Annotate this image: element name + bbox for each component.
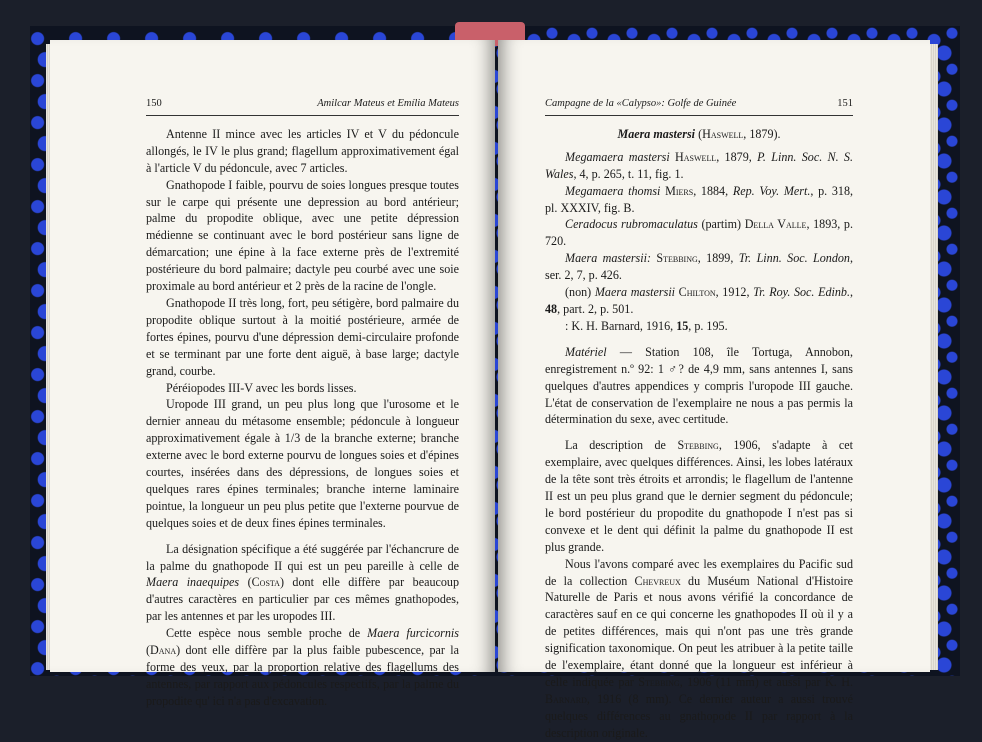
author-name: Barnard bbox=[545, 691, 587, 706]
paragraph: Antenne II mince avec les articles IV et V du pédoncule allongés, le IV le plus grand; flagellum approximativement égal à l'article V du pédoncule, avec 7 articles. bbox=[146, 126, 459, 175]
synonymy-entry bbox=[545, 183, 853, 217]
author-name: Dana bbox=[150, 643, 177, 658]
author-name: Costa bbox=[251, 575, 280, 590]
synonym-author: Stebbing bbox=[656, 251, 698, 266]
text-run: , 1906, s'adapte à cet exemplaire, avec quelques différences. Ainsi, les lobes latéraux de la tête sont très étroits et arrondis; le flagellum de l'antenne II est un peu plus grand que le dernier segment du pédoncule; le bord postérieur du propodite du gnathopode I n'est pas si convexe et le dent qui définit la palme du gnathopode II est plus grande. bbox=[545, 438, 853, 554]
synonym-name: Megamaera mastersi bbox=[565, 149, 670, 164]
left-page-header bbox=[146, 96, 459, 116]
synonym-name: Maera mastersii: bbox=[565, 251, 651, 266]
text-run: ( bbox=[239, 575, 252, 590]
left-page-number: 150 bbox=[146, 98, 162, 109]
paragraph bbox=[545, 437, 853, 555]
synonymy-entry: (non) Maera mastersii Chilton, 1912, Tr. Roy. Soc. Edinb., 48, part. 2, p. 501. bbox=[545, 285, 854, 316]
journal-name: Rep. Voy. Mert. bbox=[732, 183, 811, 198]
author-name: Stebbing bbox=[638, 675, 680, 689]
synonym-name: Ceradocus rubromaculatus bbox=[565, 217, 698, 232]
paragraph: Péréiopodes III-V avec les bords lisses. bbox=[166, 380, 357, 395]
discussion-paragraph bbox=[146, 541, 459, 626]
species-heading bbox=[545, 126, 853, 143]
text-run: , p. 318, pl. XXXIV, fig. B. bbox=[545, 183, 854, 215]
text-run: , 1893, p. 720. bbox=[545, 217, 853, 249]
materiel-label: Matériel bbox=[565, 344, 607, 359]
author-name: Stebbing bbox=[677, 438, 719, 453]
right-page-number: 151 bbox=[837, 98, 853, 109]
species-heading-name: Maera mastersi bbox=[617, 126, 696, 141]
text-run: , 1879, bbox=[716, 149, 758, 164]
left-page bbox=[50, 40, 495, 708]
text-run: ( bbox=[146, 643, 151, 658]
right-running-title: Campagne de la «Calypso»: Golfe de Guinée bbox=[545, 98, 737, 109]
synonymy-entry bbox=[545, 216, 853, 250]
text-run: La désignation spécifique a été suggérée par l'échancrure de la palme du gnathopode II qui est un peu pareille à celle de bbox=[146, 541, 459, 573]
text-run: ) dont elle diffère par beaucoup d'autres caractères en particulier par ces mêmes gnathopodes, par les antennes et par les uropodes III. bbox=[146, 575, 460, 624]
left-running-title: Amilcar Mateus et Emília Mateus bbox=[317, 98, 459, 109]
right-page bbox=[498, 40, 930, 740]
text-run: , 1912, bbox=[715, 285, 754, 300]
right-page-body bbox=[545, 96, 853, 742]
text-run: ) dont elle diffère par la plus faible pubescence, par la forme des yeux, par la proportion relative des flagellums des antennes, par rapport aux pédoncules respectifs, par la palme du propodite qu' ici n'a pas d'excavation. bbox=[146, 643, 459, 708]
text-run: , part. 2, p. 501. bbox=[557, 301, 634, 316]
text-run: , 1884, bbox=[693, 183, 733, 198]
paragraph: Gnathopode II très long, fort, peu sétigère, bord palmaire du propodite oblique surtout à la moitié postérieure, armée de fortes épines, pourvu d'une dépression demi-circulaire profonde et se terminant par une forte dent aiguë, à base large; dactyle grand, courbe. bbox=[146, 295, 459, 378]
text-run: , ser. 2, 7, p. 426. bbox=[545, 251, 853, 283]
text-run: Nous l'avons comparé avec les exemplaires du Pacific sud de la collection bbox=[545, 556, 853, 588]
species-heading-author: (Haswell, 1879). bbox=[698, 126, 781, 141]
synonym-author: Chilton bbox=[678, 285, 716, 300]
paragraph: Uropode III grand, un peu plus long que l'urosome et le dernier anneau du métasome ensemble; pédoncule à longueur approximativement égale à 1/3 de la branche externe; branche externe avec le bord externe pourvu de longues soies et d'épines courtes, insérées dans des dépressions, de longues soies et quelques rares épines terminales; branche interne laminaire pointue, la longueur un peu plus petite que l'externe pourvue de quelques soies et de deux fines épines terminales. bbox=[146, 397, 459, 530]
text-run: La description de bbox=[565, 438, 678, 453]
journal-name: Tr. Linn. Soc. London bbox=[738, 251, 850, 266]
text-run: , p. 195. bbox=[688, 318, 728, 333]
synonym-author: Della Valle bbox=[744, 217, 807, 232]
right-page-header bbox=[545, 96, 853, 116]
synonym-author: Haswell bbox=[675, 149, 717, 164]
synonym-author: Miers bbox=[665, 183, 694, 198]
text-run: (partim) bbox=[697, 217, 745, 232]
text-run: Cette espèce nous semble proche de bbox=[166, 626, 368, 641]
synonymy-entry bbox=[545, 250, 853, 284]
synonymy-entry bbox=[545, 149, 853, 183]
journal-name: P. Linn. Soc. N. S. Wales bbox=[545, 149, 854, 181]
materiel-paragraph bbox=[545, 344, 853, 429]
synonym-name: Megamaera thomsi bbox=[565, 183, 661, 198]
species-name: Maera furcicornis bbox=[367, 626, 459, 641]
synonymy-entry bbox=[545, 318, 853, 335]
volume-number: 15 bbox=[676, 318, 689, 333]
text-run: , 1899, bbox=[697, 251, 739, 266]
paragraph bbox=[545, 556, 853, 742]
text-run: (non) bbox=[565, 285, 595, 300]
paragraph: Gnathopode I faible, pourvu de soies longues presque toutes sur le carpe qui présente une depression au bord antérieur; palme du propodite oblique, avec une petite dépression médienne se continuant avec le bord postérieur sans ligne de démarcation; une épine à la face externe près de l'extremité postérieure du bord palmaire; dactyle peu courbé avec une soie proximale au bord antérieur et 2 près de la racine de l'ongle. bbox=[146, 177, 459, 294]
discussion-paragraph bbox=[146, 625, 459, 710]
left-page-body bbox=[146, 96, 459, 710]
journal-name: Tr. Roy. Soc. Edinb. bbox=[753, 285, 850, 300]
volume-number: 48 bbox=[545, 301, 558, 316]
text-run: , 1906 (11 mm) et aussi par K. H. bbox=[679, 675, 853, 689]
materiel-text: — Station 108, île Tortuga, Annobon, enregistrement n.º 92: 1 ♂? de 4,9 mm, sans antennes I, sans quelques d'autres appendices y compris l'uropode III gauche. L'état de conservation de l'exemplaire ne nous a pas permis la détermination du sexe, avec certitude. bbox=[545, 344, 853, 427]
text-run: du Muséum National d'Histoire Naturelle de Paris et nous avons vérifié la concordance de caractères sauf en ce qui concerne les gnathopodes II où il y a de petites différences, mais qui n'ont pas une très grande signification taxonomique. On peut les atribuer à la petite taille de l'exemplaire, étant donné que la longueur est inférieur à celle indiquée par bbox=[545, 573, 853, 689]
author-name: Chevreux bbox=[634, 573, 681, 588]
text-run: : K. H. Barnard, 1916, bbox=[565, 318, 677, 333]
text-run: , 4, p. 265, t. 11, fig. 1. bbox=[573, 166, 684, 181]
synonym-name: Maera mastersii bbox=[594, 285, 676, 300]
species-name: Maera inaequipes bbox=[146, 575, 240, 590]
text-run: , 1916 (8 mm). Ce dernier auteur a aussi trouvé quelques différences au gnathopode II par rapport à la description originale. bbox=[545, 691, 853, 740]
